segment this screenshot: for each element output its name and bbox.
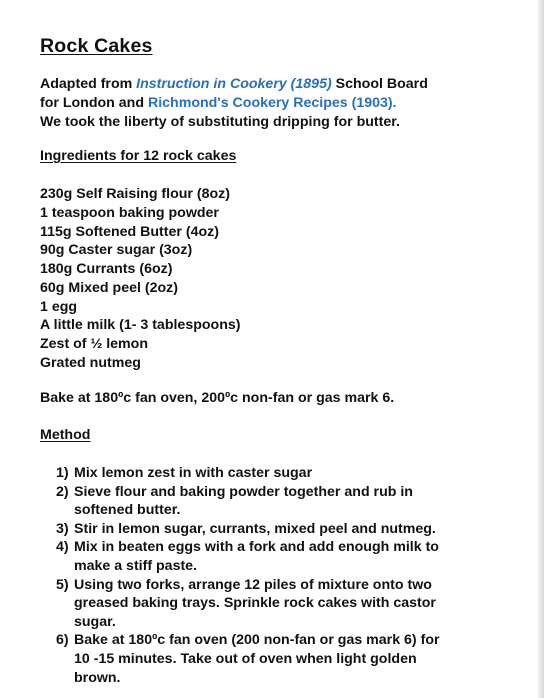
method-step <box>56 483 496 520</box>
ingredient-item: 1 teaspoon baking powder <box>40 204 219 221</box>
ingredient-item: 115g Softened Butter (4oz) <box>40 223 219 240</box>
step-text: 10 -15 minutes. Take out of oven when light golden <box>74 650 417 667</box>
method-heading: Method <box>40 427 91 443</box>
step-text: Sieve flour and baking powder together and rub in <box>74 483 413 500</box>
method-step <box>56 576 496 632</box>
intro-prefix: Adapted from <box>40 76 137 92</box>
ingredient-item: 1 egg <box>40 298 78 315</box>
ingredients-heading: Ingredients for 12 rock cakes <box>40 148 237 164</box>
step-number: 3) <box>56 520 69 537</box>
method-step <box>56 520 496 539</box>
step-text: brown. <box>74 669 121 686</box>
intro-line-1 <box>40 75 520 94</box>
intro-suffix: School Board <box>331 76 428 92</box>
ingredient-item: A little milk (1- 3 tablespoons) <box>40 317 241 334</box>
ingredient-item: 230g Self Raising flour (8oz) <box>40 186 230 202</box>
step-text: Mix in beaten eggs with a fork and add enough milk to <box>74 539 439 556</box>
method-step <box>56 464 496 483</box>
step-text: Using two forks, arrange 12 piles of mixture onto two <box>74 576 432 593</box>
step-text: Bake at 180ºc fan oven (200 non-fan or gas mark 6) for <box>74 632 440 649</box>
method-step <box>56 631 496 687</box>
step-number: 5) <box>56 576 69 593</box>
ingredient-item: 180g Currants (6oz) <box>40 261 173 277</box>
step-text: make a stiff paste. <box>74 557 198 574</box>
ingredient-item: 90g Caster sugar (3oz) <box>40 242 193 259</box>
step-number: 4) <box>56 539 69 556</box>
step-text: greased baking trays. Sprinkle rock cakes with castor <box>74 595 436 612</box>
intro-line-3: We took the liberty of substituting dripping for butter. <box>40 114 400 130</box>
step-number: 2) <box>56 483 69 500</box>
page-edge-shadow <box>538 0 544 698</box>
step-number: 6) <box>56 632 69 649</box>
recipe-intro <box>40 75 520 132</box>
recipe-title: Rock Cakes <box>40 35 153 57</box>
intro-line-2 <box>40 94 520 113</box>
ingredient-item: Grated nutmeg <box>40 354 141 371</box>
ingredient-item: Zest of ½ lemon <box>40 336 148 352</box>
step-text: sugar. <box>74 613 116 630</box>
step-text: softened butter. <box>74 502 181 519</box>
step-text: Mix lemon zest in with caster sugar <box>74 465 313 481</box>
ingredient-item: 60g Mixed peel (2oz) <box>40 279 178 296</box>
source-book-1: Instruction in Cookery (1895) <box>136 76 332 92</box>
bake-note: Bake at 180ºc fan oven, 200ºc non-fan or gas mark 6. <box>40 390 395 406</box>
step-number: 1) <box>56 465 69 481</box>
intro-prefix-2: for London and <box>40 95 148 111</box>
ingredients-list <box>40 185 241 373</box>
method-list <box>56 464 496 687</box>
source-book-2: Richmond's Cookery Recipes (1903). <box>147 95 397 111</box>
method-step <box>56 538 496 575</box>
step-text: Stir in lemon sugar, currants, mixed peel and nutmeg. <box>74 520 436 537</box>
